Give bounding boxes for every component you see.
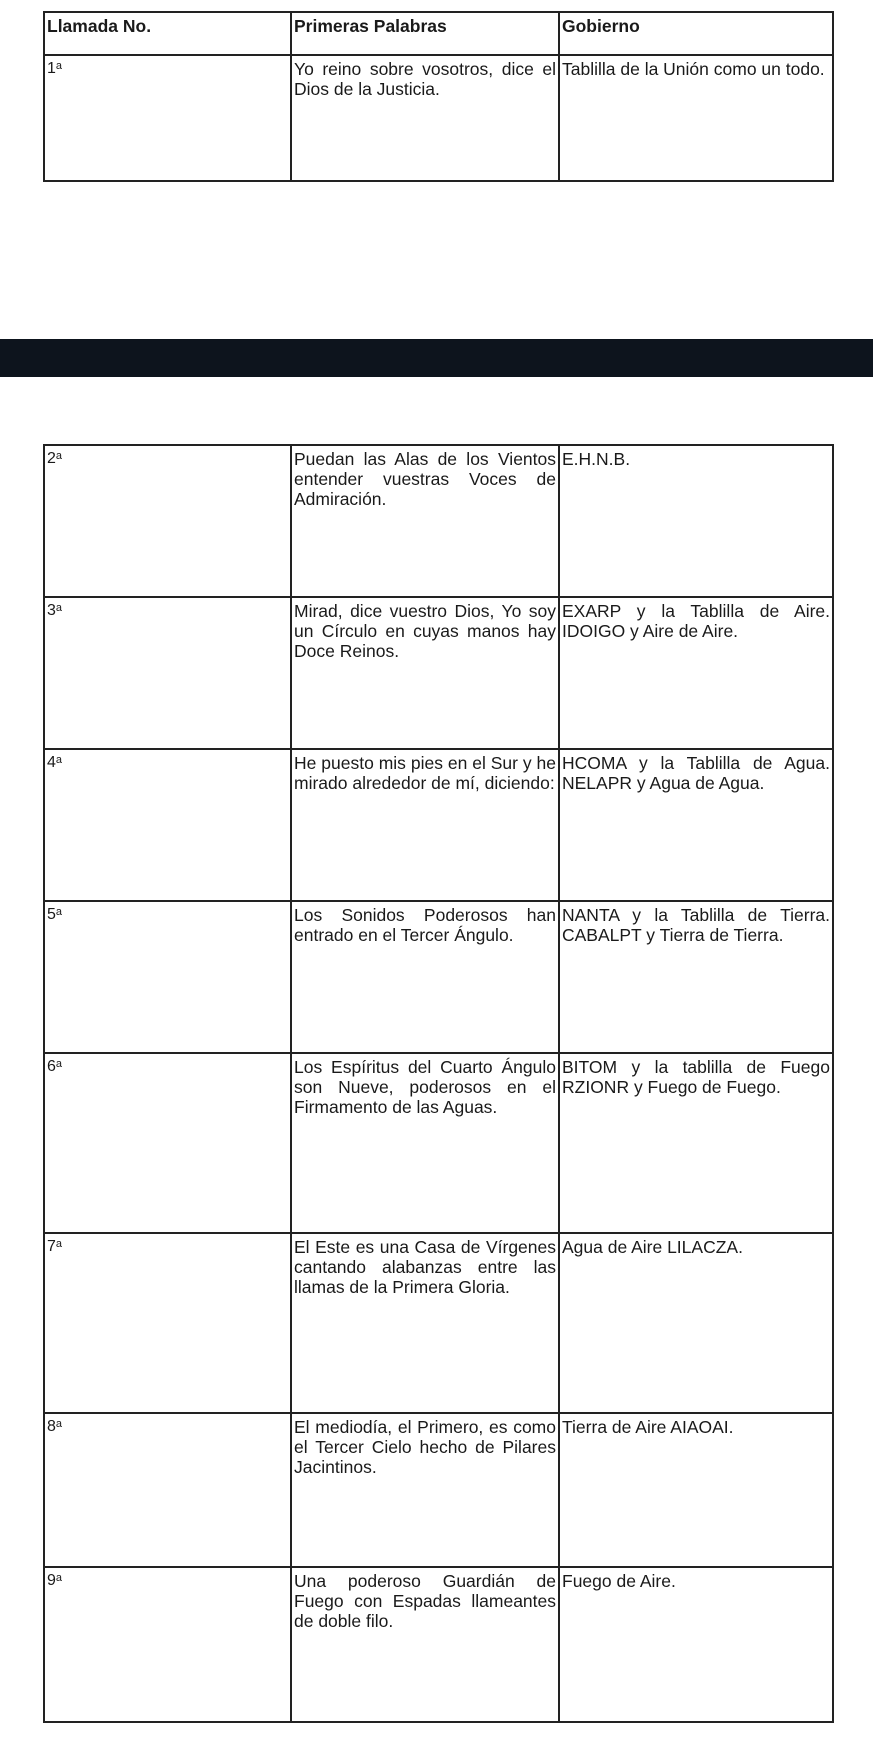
call-number: 1$^a$ (44, 55, 291, 181)
government: Fuego de Aire. (559, 1567, 833, 1722)
table-row (44, 901, 833, 1053)
header-call-number: Llamada No. (44, 12, 291, 55)
header-first-words: Primeras Palabras (291, 12, 559, 55)
first-words: El mediodía, el Primero, es como el Tercer Cielo hecho de Pilares Jacintinos. (291, 1413, 559, 1567)
first-words: Mirad, dice vuestro Dios, Yo soy un Círculo en cuyas manos hay Doce Reinos. (291, 597, 559, 749)
table-row (44, 1233, 833, 1413)
first-words: Yo reino sobre vosotros, dice el Dios de la Justicia. (291, 55, 559, 181)
header-row (44, 12, 833, 55)
government: Agua de Aire LILACZA. (559, 1233, 833, 1413)
table-row (44, 1413, 833, 1567)
table-row (44, 1053, 833, 1233)
first-words: Una poderoso Guardián de Fuego con Espadas llameantes de doble filo. (291, 1567, 559, 1722)
call-number: 7$^a$ (44, 1233, 291, 1413)
call-number: 5$^a$ (44, 901, 291, 1053)
table-row (44, 55, 833, 181)
first-words: Puedan las Alas de los Vientos entender vuestras Voces de Admiración. (291, 445, 559, 597)
header-government: Gobierno (559, 12, 833, 55)
first-words: He puesto mis pies en el Sur y he mirado alrededor de mí, diciendo: (291, 749, 559, 901)
call-number: 4$^a$ (44, 749, 291, 901)
government: NANTA y la Tablilla de Tierra. CABALPT y Tierra de Tierra. (559, 901, 833, 1053)
calls-table-top (43, 11, 834, 182)
government: HCOMA y la Tablilla de Agua. NELAPR y Agua de Agua. (559, 749, 833, 901)
page-divider-bar (0, 339, 873, 377)
government: E.H.N.B. (559, 445, 833, 597)
call-number: 6$^a$ (44, 1053, 291, 1233)
table-row (44, 749, 833, 901)
call-number: 3$^a$ (44, 597, 291, 749)
call-number: 8$^a$ (44, 1413, 291, 1567)
government: Tierra de Aire AIAOAI. (559, 1413, 833, 1567)
table-row (44, 597, 833, 749)
table-row (44, 445, 833, 597)
first-words: Los Espíritus del Cuarto Ángulo son Nueve, poderosos en el Firmamento de las Aguas. (291, 1053, 559, 1233)
government: Tablilla de la Unión como un todo. (559, 55, 833, 181)
government: BITOM y la tablilla de Fuego RZIONR y Fuego de Fuego. (559, 1053, 833, 1233)
call-number: 9$^a$ (44, 1567, 291, 1722)
call-number: 2$^a$ (44, 445, 291, 597)
calls-table-bottom (43, 444, 834, 1723)
first-words: El Este es una Casa de Vírgenes cantando alabanzas entre las llamas de la Primera Gloria. (291, 1233, 559, 1413)
government: EXARP y la Tablilla de Aire. IDOIGO y Aire de Aire. (559, 597, 833, 749)
table-row (44, 1567, 833, 1722)
first-words: Los Sonidos Poderosos han entrado en el Tercer Ángulo. (291, 901, 559, 1053)
